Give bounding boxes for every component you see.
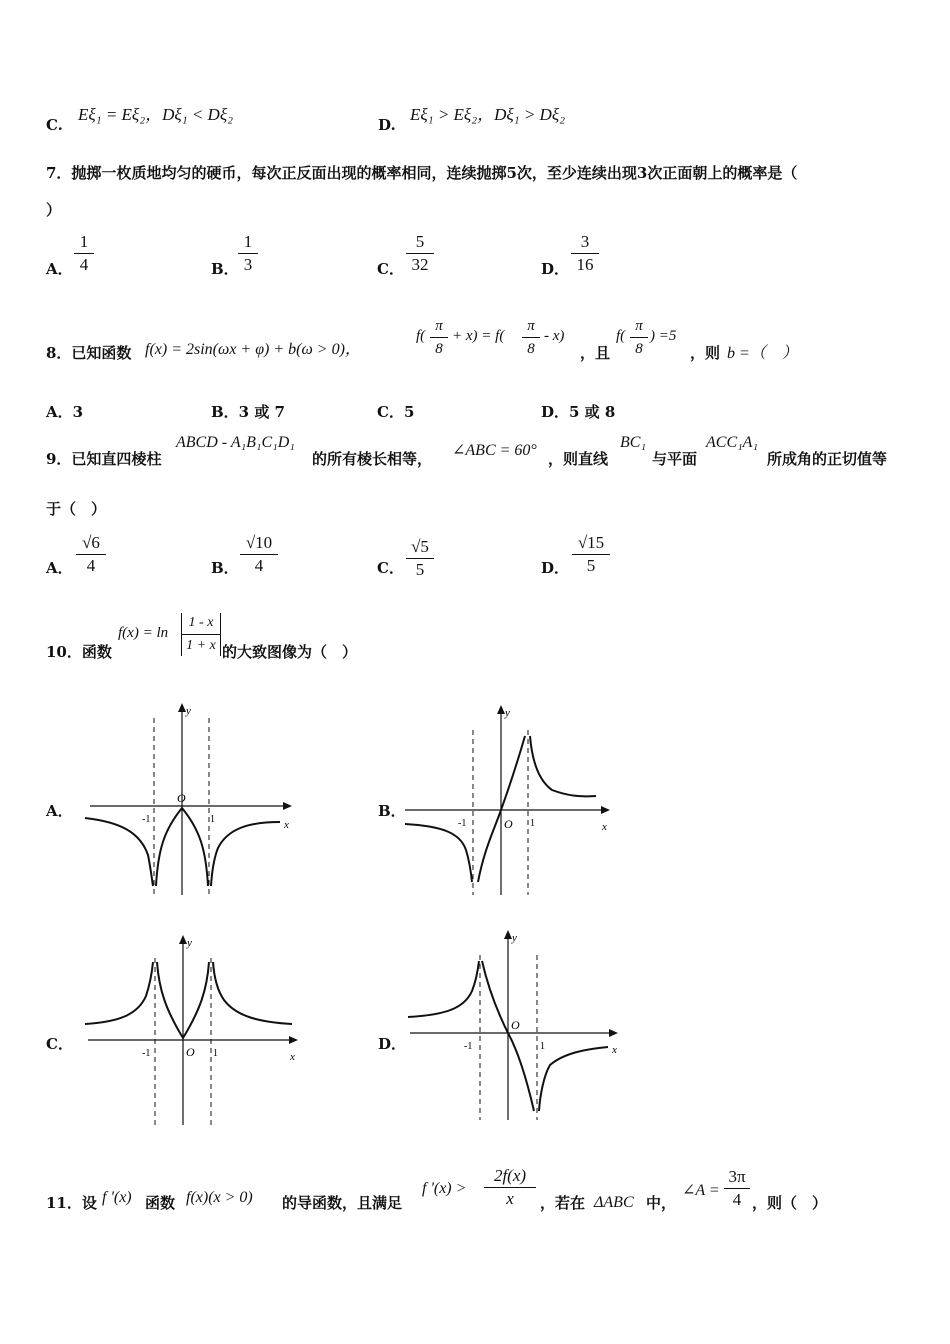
- graph-a-x-label: x: [284, 819, 289, 831]
- q7-opt-d-label: D．: [541, 260, 570, 278]
- graph-c-tick-neg: -1: [142, 1048, 151, 1059]
- q9-opt-d-label: D．: [541, 559, 570, 577]
- q8-cond1-frac2: π 8: [522, 316, 540, 359]
- q7-stem: 7．抛掷一枚质地均匀的硬币，每次正反面出现的概率相同，连续抛掷5次，至少连续出现3次正面朝上的概率是（: [46, 164, 798, 182]
- q9-opt-d-frac: √15 5: [572, 533, 610, 576]
- q11-angle-frac: 3π 4: [724, 1167, 750, 1210]
- q8-cond1-right: - x): [544, 328, 565, 344]
- graph-d-y-label: y: [512, 932, 517, 944]
- q7-stem-end: ）: [46, 201, 62, 219]
- q11-ineq-left: f '(x) >: [422, 1180, 467, 1197]
- graph-a-x-arrow: [283, 802, 292, 810]
- graph-c-curve-left: [85, 962, 153, 1024]
- q9-opt-a-label: A．: [46, 559, 73, 577]
- graph-c-label: C．: [46, 1035, 73, 1053]
- graph-b-y-label: y: [505, 707, 510, 719]
- graph-c-x-label: x: [290, 1051, 295, 1063]
- q11-mid5: ，则（ ）: [752, 1194, 828, 1212]
- graph-a-curve-right: [211, 822, 280, 886]
- q11-fprime: f '(x): [102, 1189, 132, 1206]
- graph-a-y-label: y: [186, 705, 191, 717]
- q8-opt-c: C．5: [377, 403, 415, 421]
- q10-prefix: 10．函数: [46, 643, 112, 661]
- graph-c: [80, 930, 310, 1130]
- q11-func: f(x)(x > 0): [186, 1189, 253, 1206]
- graph-d: [400, 925, 630, 1125]
- q9-prefix: 9．已知直四棱柱: [46, 450, 162, 468]
- q6-optd-label: D.: [378, 116, 396, 134]
- q8-cond1-left: f(: [416, 328, 426, 344]
- graph-d-x-arrow: [609, 1029, 618, 1037]
- q7-opt-c-label: C．: [377, 260, 404, 278]
- q11-mid1: 函数: [145, 1194, 176, 1212]
- q9-mid1: 的所有棱长相等，: [312, 450, 433, 468]
- graph-d-origin: O: [511, 1018, 520, 1032]
- q9-opt-c-label: C．: [377, 559, 404, 577]
- q9-mid3: 与平面: [652, 450, 698, 468]
- q8-opt-a: A．3: [46, 403, 84, 421]
- graph-a-label: A．: [46, 802, 73, 820]
- q8-cond1-mid: + x) = f(: [452, 328, 505, 344]
- q7-opt-d-frac: 3 16: [571, 232, 599, 275]
- q9-opt-b-label: B．: [211, 559, 239, 577]
- q9-mid4: 所成角的正切值等: [767, 450, 888, 468]
- graph-a-curve-left: [85, 818, 153, 886]
- graph-c-y-arrow: [179, 935, 187, 944]
- graph-c-x-arrow: [289, 1036, 298, 1044]
- q8-cond1-frac: π 8: [430, 316, 448, 359]
- graph-c-origin: O: [186, 1045, 195, 1059]
- q8-then: ，则: [690, 344, 721, 362]
- q7-opt-a-frac: 1 4: [74, 232, 94, 275]
- q9-line2: 于（ ）: [46, 500, 107, 518]
- q6-optd-expr: Eξ₁ > Eξ₂，Dξ₁ > Dξ₂: [410, 105, 566, 124]
- q9-angle: ∠ABC = 60°: [452, 442, 537, 459]
- q8-cond2-frac: π 8: [630, 316, 648, 359]
- q6-optc-expr: Eξ₁ = Eξ₂，Dξ₁ < Dξ₂: [78, 105, 234, 124]
- q7-opt-c-frac: 5 32: [406, 232, 434, 275]
- q8-cond2-right: ) =5: [650, 328, 677, 344]
- q8-cond2-left: f(: [616, 328, 626, 344]
- q8-prefix: 8．已知函数: [46, 344, 132, 362]
- graph-c-tick-pos: 1: [213, 1048, 218, 1059]
- q10-suffix: 的大致图像为（ ）: [222, 643, 358, 661]
- q9-plane: ACC₁A₁: [706, 434, 759, 451]
- graph-b-tick-neg: -1: [458, 818, 467, 829]
- graph-d-label: D．: [378, 1035, 407, 1053]
- q8-ask: b =（ ）: [727, 345, 798, 362]
- graph-c-curve-right: [213, 962, 292, 1024]
- graph-b-x-label: x: [602, 821, 607, 833]
- q9-line: BC₁: [620, 434, 647, 451]
- graph-b-tick-pos: 1: [530, 818, 535, 829]
- graph-a-tick-neg: -1: [142, 814, 151, 825]
- q9-opt-a-frac: √6 4: [76, 533, 106, 576]
- q11-mid3: ，若在: [540, 1194, 586, 1212]
- q11-ineq-frac: 2f(x) x: [484, 1166, 536, 1209]
- q9-prism: ABCD - A₁B₁C₁D₁: [176, 434, 295, 451]
- q11-mid4: 中，: [646, 1194, 677, 1212]
- graph-b-label: B．: [378, 802, 406, 820]
- q8-func: f(x) = 2sin(ωx + φ) + b(ω > 0)，: [145, 341, 361, 358]
- graph-b: [400, 700, 620, 900]
- q10-func-left: f(x) = ln: [118, 625, 169, 641]
- graph-d-tick-pos: 1: [540, 1041, 545, 1052]
- graph-d-curve-right: [539, 1047, 608, 1111]
- graph-d-y-arrow: [504, 930, 512, 939]
- graph-b-origin: O: [504, 817, 513, 831]
- graph-d-tick-neg: -1: [464, 1041, 473, 1052]
- q7-opt-a-label: A．: [46, 260, 73, 278]
- graph-d-x-label: x: [612, 1044, 617, 1056]
- q8-opt-d: D．5 或 8: [541, 403, 616, 421]
- q9-opt-b-frac: √10 4: [240, 533, 278, 576]
- q9-mid2: ，则直线: [548, 450, 609, 468]
- graph-b-y-arrow: [497, 705, 505, 714]
- graph-c-y-label: y: [187, 937, 192, 949]
- graph-b-curve-right: [530, 736, 596, 796]
- graph-a-y-arrow: [178, 703, 186, 712]
- q10-abs-frac: 1 - x 1 + x: [181, 613, 221, 656]
- q6-optc-label: C.: [46, 116, 63, 134]
- q11-prefix: 11．设: [46, 1194, 97, 1212]
- q11-mid2: 的导函数，且满足: [282, 1194, 403, 1212]
- q7-opt-b-frac: 1 3: [238, 232, 258, 275]
- q11-angle-left: ∠A =: [682, 1182, 720, 1199]
- graph-b-curve-left: [405, 824, 472, 882]
- graph-a-origin: O: [177, 791, 186, 805]
- graph-b-x-arrow: [601, 806, 610, 814]
- q9-opt-c-frac: √5 5: [406, 537, 434, 580]
- q11-triangle: ΔABC: [594, 1194, 634, 1211]
- q7-opt-b-label: B．: [211, 260, 239, 278]
- q8-and: ，且: [580, 344, 611, 362]
- graph-d-curve-left: [408, 961, 479, 1017]
- q8-opt-b: B．3 或 7: [211, 403, 285, 421]
- graph-a: [80, 700, 300, 900]
- graph-a-tick-pos: 1: [210, 814, 215, 825]
